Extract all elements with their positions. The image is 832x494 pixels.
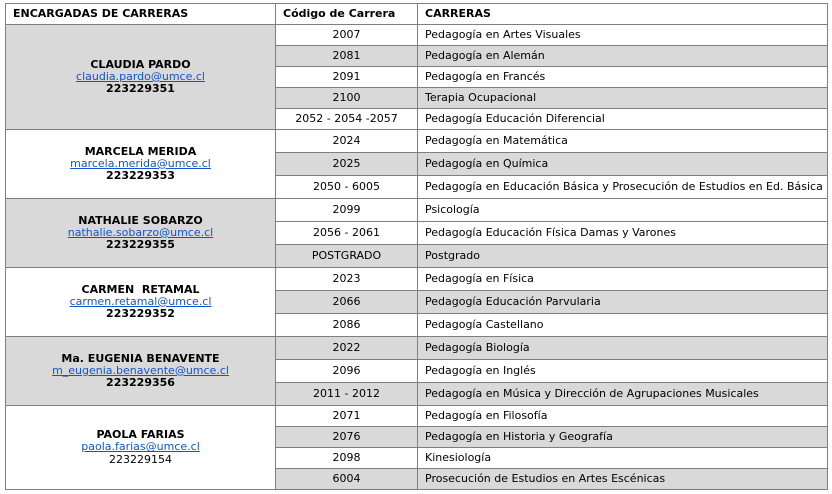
person-name: MARCELA MERIDA [84,144,197,158]
code-cell: 2022 [276,337,418,360]
code-cell: 2081 [276,46,418,67]
person-name: PAOLA FARIAS [96,428,185,442]
person-email-link[interactable]: m_eugenia.benavente@umce.cl [52,363,229,377]
career-cell: Pedagogía en Alemán [418,46,828,67]
career-cell: Pedagogía Castellano [418,314,828,337]
header-row [6,4,828,25]
code-cell: 2011 - 2012 [276,383,418,406]
career-cell: Pedagogía Biología [418,337,828,360]
career-cell: Pedagogía en Educación Básica y Prosecución de Estudios en Ed. Básica [418,176,828,199]
person-email-link[interactable]: marcela.merida@umce.cl [70,156,211,170]
code-cell: 2050 - 6005 [276,176,418,199]
table-row [6,337,828,360]
code-cell: 2071 [276,406,418,427]
career-cell: Pedagogía en Matemática [418,130,828,153]
carreras-table [5,3,828,490]
code-cell: 2091 [276,67,418,88]
code-cell: 2098 [276,448,418,469]
person-cell [6,25,276,130]
career-cell: Pedagogía en Inglés [418,360,828,383]
code-cell: 2025 [276,153,418,176]
person-cell [6,337,276,406]
code-cell: 6004 [276,469,418,490]
person-email-link[interactable]: nathalie.sobarzo@umce.cl [67,225,214,239]
person-phone: 223229154 [109,452,172,466]
person-phone: 223229356 [106,376,175,390]
career-cell: Postgrado [418,245,828,268]
person-cell [6,406,276,490]
career-cell: Pedagogía en Música y Dirección de Agrupaciones Musicales [418,383,828,406]
code-cell: 2007 [276,25,418,46]
code-cell: 2086 [276,314,418,337]
table-row [6,25,828,46]
header-codigo: Código de Carrera [276,4,418,25]
header-carreras: CARRERAS [418,4,828,25]
person-name: Ma. EUGENIA BENAVENTE [61,351,220,365]
person-name: CLAUDIA PARDO [90,57,191,71]
career-cell: Pedagogía en Artes Visuales [418,25,828,46]
person-cell [6,268,276,337]
code-cell: 2023 [276,268,418,291]
code-cell: 2096 [276,360,418,383]
career-cell: Pedagogía en Física [418,268,828,291]
career-cell: Pedagogía en Filosofía [418,406,828,427]
code-cell: 2099 [276,199,418,222]
person-phone: 223229355 [106,238,175,252]
person-email-link[interactable]: claudia.pardo@umce.cl [76,69,205,83]
career-cell: Psicología [418,199,828,222]
code-cell: 2056 - 2061 [276,222,418,245]
person-phone: 223229353 [106,169,175,183]
person-email-link[interactable]: paola.farias@umce.cl [81,440,200,454]
header-encargadas: ENCARGADAS DE CARRERAS [6,4,276,25]
table-row [6,268,828,291]
career-cell: Pedagogía en Historia y Geografía [418,427,828,448]
career-cell: Pedagogía Educación Diferencial [418,109,828,130]
person-phone: 223229352 [106,307,175,321]
career-cell: Pedagogía Educación Física Damas y Varones [418,222,828,245]
career-cell: Pedagogía en Química [418,153,828,176]
person-cell [6,199,276,268]
table-row [6,130,828,153]
career-cell: Pedagogía Educación Parvularia [418,291,828,314]
person-email-link[interactable]: carmen.retamal@umce.cl [69,294,212,308]
career-cell: Pedagogía en Francés [418,67,828,88]
career-cell: Kinesiología [418,448,828,469]
person-phone: 223229351 [106,82,175,96]
person-name: NATHALIE SOBARZO [78,213,203,227]
person-cell [6,130,276,199]
code-cell: 2076 [276,427,418,448]
career-cell: Terapia Ocupacional [418,88,828,109]
code-cell: 2052 - 2054 -2057 [276,109,418,130]
person-name: CARMEN RETAMAL [81,282,200,296]
career-cell: Prosecución de Estudios en Artes Escénicas [418,469,828,490]
code-cell: 2066 [276,291,418,314]
code-cell: 2024 [276,130,418,153]
code-cell: 2100 [276,88,418,109]
table-row [6,199,828,222]
table-row [6,406,828,427]
code-cell: POSTGRADO [276,245,418,268]
